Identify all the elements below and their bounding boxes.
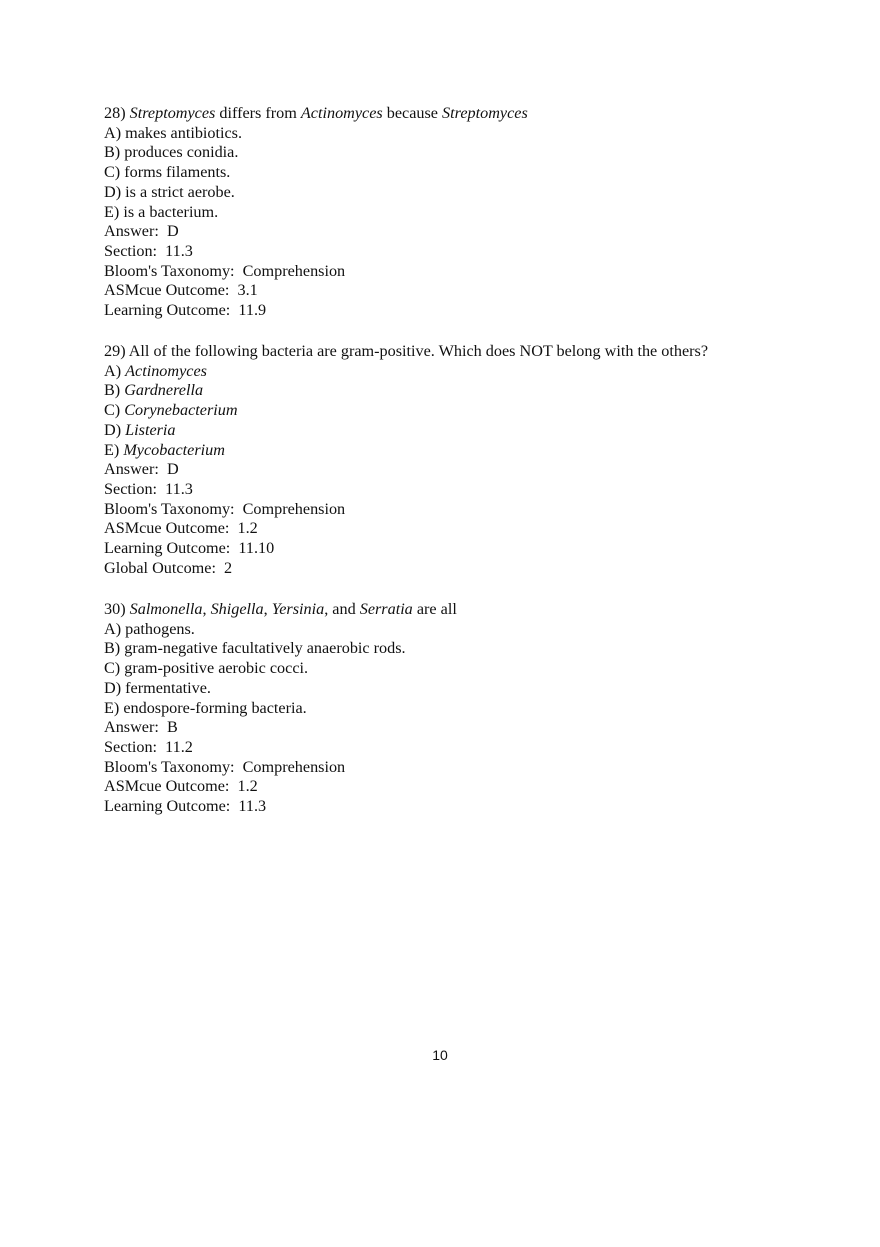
question-28 [104,104,804,321]
option-c: C) gram-positive aerobic cocci. [104,659,309,678]
question-stem: 29) All of the following bacteria are gram-positive. Which does NOT belong with the others? [104,342,709,360]
question-29 [104,342,804,578]
option-c: C) forms filaments. [104,163,231,182]
asmcue-outcome-line: ASMcue Outcome: 1.2 [104,777,258,796]
learning-outcome-line: Learning Outcome: 11.3 [104,797,267,816]
asmcue-outcome-line: ASMcue Outcome: 3.1 [104,281,258,300]
question-30 [104,600,804,817]
answer-line: Answer: D [104,222,179,241]
learning-outcome-line: Learning Outcome: 11.9 [104,301,267,320]
option-c: C) Corynebacterium [104,401,238,420]
global-outcome-line: Global Outcome: 2 [104,558,233,577]
option-e: E) is a bacterium. [104,202,219,221]
bloom-taxonomy-line: Bloom's Taxonomy: Comprehension [104,261,346,280]
question-stem: 28) Streptomyces differs from Actinomyces because Streptomyces [104,104,528,122]
page-number: 10 [432,1047,448,1063]
section-line: Section: 11.3 [104,241,193,260]
answer-line: Answer: D [104,460,179,479]
option-a: A) Actinomyces [104,361,207,380]
option-d: D) fermentative. [104,678,211,697]
answer-line: Answer: B [104,718,178,737]
question-stem: 30) Salmonella, Shigella, Yersinia, and Serratia are all [104,600,457,618]
option-d: D) Listeria [104,420,176,439]
option-d: D) is a strict aerobe. [104,182,235,201]
asmcue-outcome-line: ASMcue Outcome: 1.2 [104,519,258,538]
option-e: E) endospore-forming bacteria. [104,698,307,717]
section-line: Section: 11.3 [104,479,193,498]
option-b: B) produces conidia. [104,143,239,162]
learning-outcome-line: Learning Outcome: 11.10 [104,539,275,558]
section-line: Section: 11.2 [104,737,193,756]
option-b: B) Gardnerella [104,381,204,400]
option-a: A) pathogens. [104,619,195,638]
bloom-taxonomy-line: Bloom's Taxonomy: Comprehension [104,499,346,518]
option-b: B) gram-negative facultatively anaerobic rods. [104,639,406,658]
option-a: A) makes antibiotics. [104,123,243,142]
option-e: E) Mycobacterium [104,440,225,459]
bloom-taxonomy-line: Bloom's Taxonomy: Comprehension [104,757,346,776]
